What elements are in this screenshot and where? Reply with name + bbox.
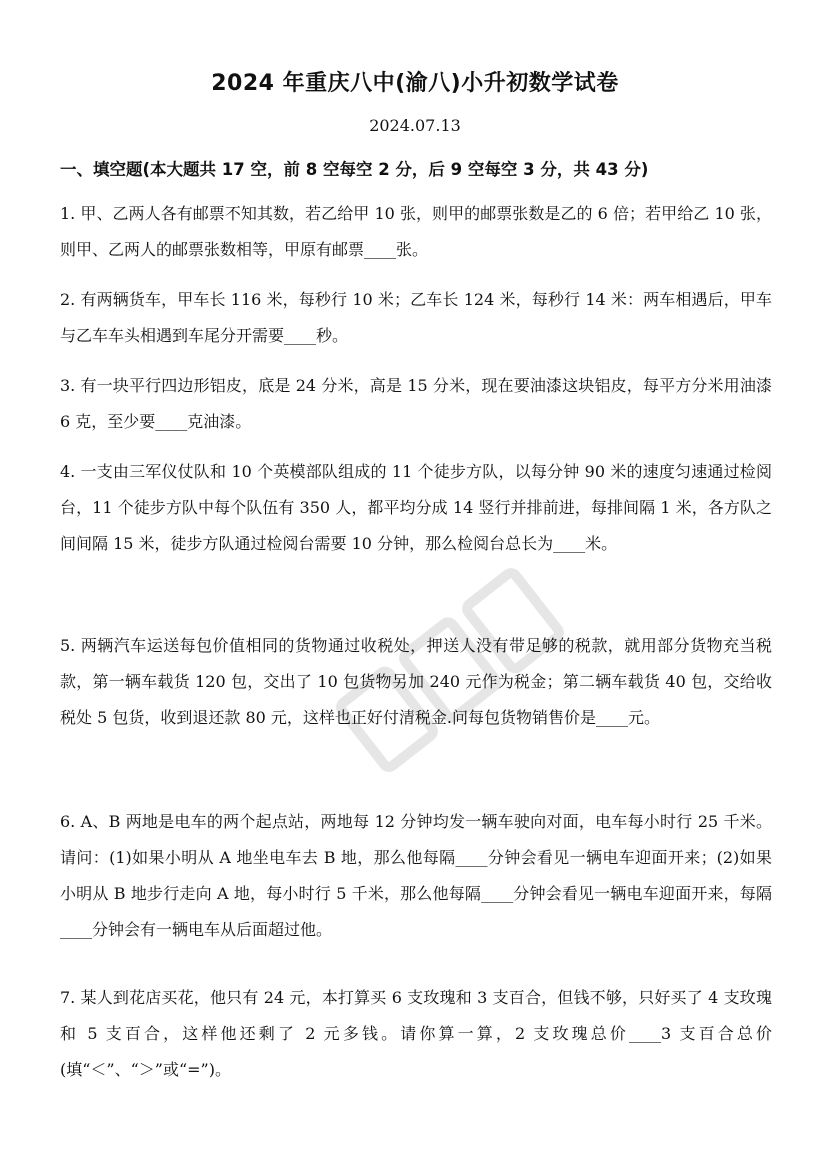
question-5: 5. 两辆汽车运送每包价值相同的货物通过收税处，押送人没有带足够的税款，就用部分货物充当税款，第一辆车载货 120 包，交出了 10 包货物另加 240 元作为税金；第二辆车载货 40 包，交给收税处 5 包货，收到退还款 80 元，这样也正好付清税金.问每包货物销售价是____元。 [60, 636, 772, 727]
question-1: 1. 甲、乙两人各有邮票不知其数，若乙给甲 10 张，则甲的邮票张数是乙的 6 倍；若甲给乙 10 张，则甲、乙两人的邮票张数相等，甲原有邮票____张。 [60, 204, 772, 259]
question-6: 6. A、B 两地是电车的两个起点站，两地每 12 分钟均发一辆车驶向对面，电车每小时行 25 千米。请问：(1)如果小明从 A 地坐电车去 B 地，那么他每隔____分钟会看见一辆电车迎面开来；(2)如果小明从 B 地步行走向 A 地，每小时行 5 千米，那么他每隔____分钟会看见一辆电车迎面开来，每隔____分钟会有一辆电车从后面超过他。 [60, 812, 772, 939]
section-heading-fill-in: 一、填空题(本大题共 17 空，前 8 空每空 2 分，后 9 空每空 3 分，共 43 分) [60, 160, 649, 179]
question-7: 7. 某人到花店买花，他只有 24 元，本打算买 6 支玫瑰和 3 支百合，但钱不够，只好买了 4 支玫瑰和 5 支百合，这样他还剩了 2 元多钱。请你算一算，2 支玫瑰总价____3 支百合总价(填“＜”、“＞”或“=”)。 [60, 988, 772, 1079]
question-2: 2. 有两辆货车，甲车长 116 米，每秒行 10 米；乙车长 124 米，每秒行 14 米：两车相遇后，甲车与乙车车头相遇到车尾分开需要____秒。 [60, 290, 772, 345]
exam-date: 2024.07.13 [369, 116, 461, 135]
question-4: 4. 一支由三军仪仗队和 10 个英模部队组成的 11 个徒步方队，以每分钟 90 米的速度匀速通过检阅台，11 个徒步方队中每个队伍有 350 人，都平均分成 14 竖行并排前进，每排间隔 1 米，各方队之间间隔 15 米，徒步方队通过检阅台需要 10 分钟，那么检阅台总长为____米。 [60, 462, 772, 553]
exam-title: 2024 年重庆八中(渝八)小升初数学试卷 [211, 71, 619, 96]
question-3: 3. 有一块平行四边形铝皮，底是 24 分米，高是 15 分米，现在要油漆这块铝皮，每平方分米用油漆 6 克，至少要____克油漆。 [60, 376, 772, 431]
